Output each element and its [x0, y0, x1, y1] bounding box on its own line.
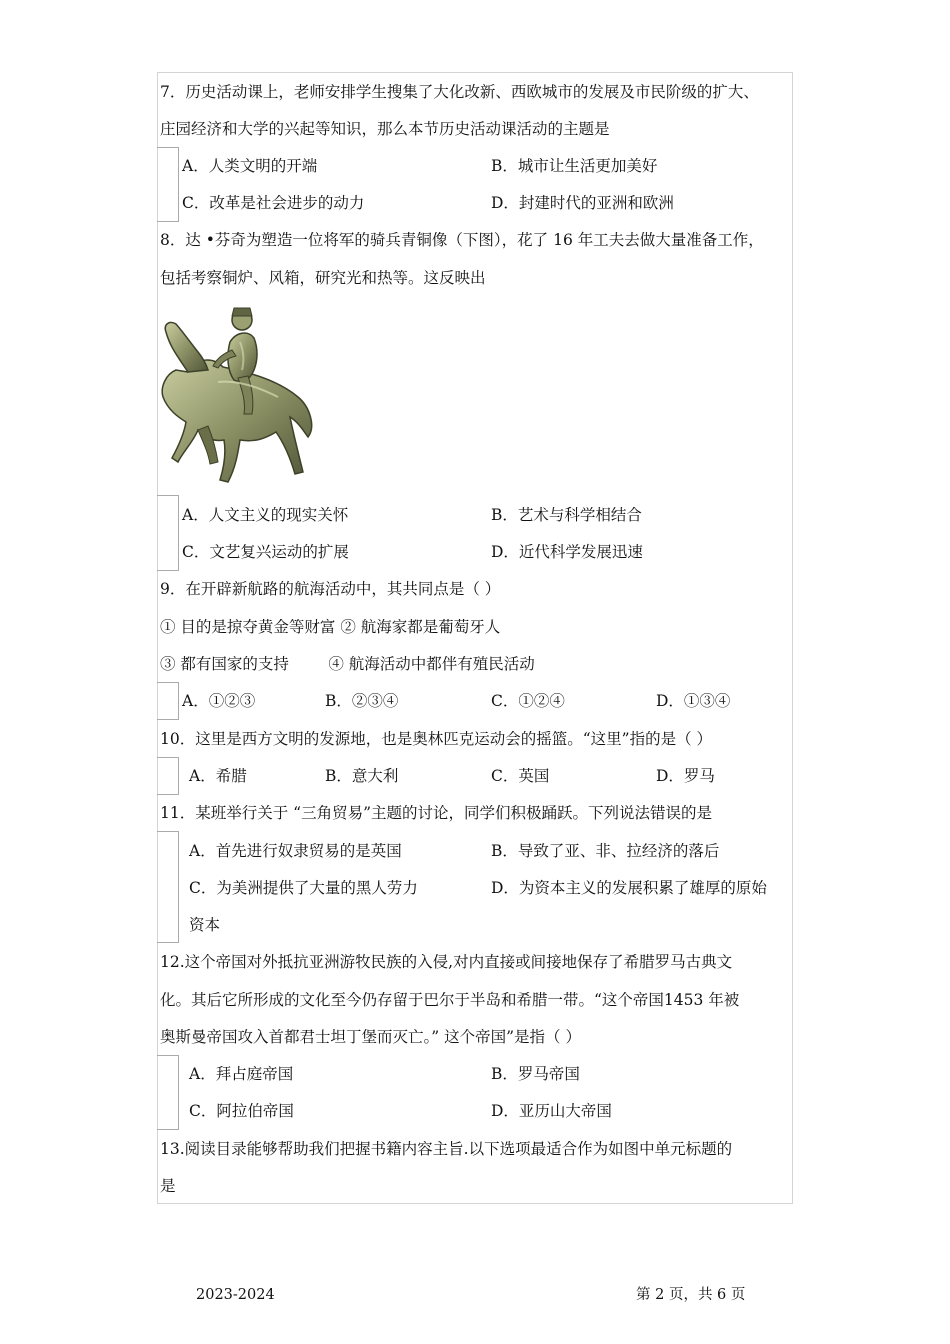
q9-statement-line2: ③ 都有国家的支持 ④ 航海活动中都伴有殖民活动 — [160, 655, 535, 673]
q11-options-bracket — [157, 831, 179, 943]
q8-option-a[interactable]: A．人文主义的现实关怀 — [182, 506, 349, 524]
q8-options-bracket — [157, 495, 179, 571]
q10-option-b[interactable]: B．意大利 — [325, 767, 399, 785]
q12-stem-line1: 12.这个帝国对外抵抗亚洲游牧民族的入侵,对内直接或间接地保存了希腊罗马古典文 — [160, 953, 733, 971]
q8-option-b[interactable]: B．艺术与科学相结合 — [491, 506, 642, 524]
q11-option-a[interactable]: A．首先进行奴隶贸易的是英国 — [189, 842, 402, 860]
q12-stem-line2: 化。其后它所形成的文化至今仍存留于巴尔于半岛和希腊一带。“这个帝国1453 年被 — [160, 991, 740, 1009]
q7-stem-line1: 7．历史活动课上，老师安排学生搜集了大化改新、西欧城市的发展及市民阶级的扩大、 — [160, 83, 759, 101]
q9-option-a[interactable]: A．①②③ — [182, 692, 256, 710]
q11-stem: 11．某班举行关于 “三角贸易”主题的讨论，同学们积极踊跃。下列说法错误的是 — [160, 804, 713, 822]
q10-options-bracket — [157, 757, 179, 795]
q11-option-d[interactable]: D．为资本主义的发展积累了雄厚的原始 — [491, 879, 767, 897]
q7-stem-line2: 庄园经济和大学的兴起等知识，那么本节历史活动课活动的主题是 — [160, 120, 610, 138]
q8-stem-line1: 8．达 •芬奇为塑造一位将军的骑兵青铜像（下图），花了 16 年工夫去做大量准备工作， — [160, 231, 764, 249]
q11-option-b[interactable]: B．导致了亚、非、拉经济的落后 — [491, 842, 720, 860]
q8-option-c[interactable]: C．文艺复兴运动的扩展 — [182, 543, 349, 561]
q9-stem-line1: 9．在开辟新航路的航海活动中，其共同点是（ ） — [160, 580, 501, 598]
q8-option-d[interactable]: D．近代科学发展迅速 — [491, 543, 643, 561]
q7-option-a[interactable]: A．人类文明的开端 — [182, 157, 318, 175]
q9-option-d[interactable]: D．①③④ — [656, 692, 731, 710]
q13-stem-line1: 13.阅读目录能够帮助我们把握书籍内容主旨.以下选项最适合作为如图中单元标题的 — [160, 1140, 733, 1158]
q10-option-a[interactable]: A．希腊 — [189, 767, 247, 785]
q12-option-a[interactable]: A．拜占庭帝国 — [189, 1065, 294, 1083]
q11-option-d-continued: 资本 — [189, 916, 221, 934]
q12-options-bracket — [157, 1055, 179, 1130]
q9-statement-line1: ① 目的是掠夺黄金等财富 ② 航海家都是葡萄牙人 — [160, 618, 501, 636]
q7-option-c[interactable]: C．改革是社会进步的动力 — [182, 194, 365, 212]
q10-option-d[interactable]: D．罗马 — [656, 767, 715, 785]
footer-page-number: 第 2 页，共 6 页 — [636, 1287, 746, 1303]
q9-option-b[interactable]: B．②③④ — [325, 692, 399, 710]
q12-option-b[interactable]: B．罗马帝国 — [491, 1065, 580, 1083]
q7-option-b[interactable]: B．城市让生活更加美好 — [491, 157, 658, 175]
q13-stem-line2: 是 — [160, 1177, 176, 1195]
q9-option-c[interactable]: C．①②④ — [491, 692, 565, 710]
footer-year: 2023-2024 — [196, 1287, 275, 1303]
q9-options-bracket — [157, 682, 179, 720]
q10-option-c[interactable]: C．英国 — [491, 767, 550, 785]
q8-stem-line2: 包括考察铜炉、风箱，研究光和热等。这反映出 — [160, 269, 486, 287]
q11-option-c[interactable]: C．为美洲提供了大量的黑人劳力 — [189, 879, 418, 897]
equestrian-statue-image — [158, 302, 323, 492]
q7-options-bracket — [157, 147, 179, 222]
q12-option-d[interactable]: D．亚历山大帝国 — [491, 1102, 612, 1120]
q12-option-c[interactable]: C．阿拉伯帝国 — [189, 1102, 294, 1120]
q7-option-d[interactable]: D．封建时代的亚洲和欧洲 — [491, 194, 674, 212]
q10-stem: 10．这里是西方文明的发源地，也是奥林匹克运动会的摇篮。“这里”指的是（ ） — [160, 730, 713, 748]
q12-stem-line3: 奥斯曼帝国攻入首都君士坦丁堡而灭亡。” 这个帝国”是指（ ） — [160, 1028, 581, 1046]
